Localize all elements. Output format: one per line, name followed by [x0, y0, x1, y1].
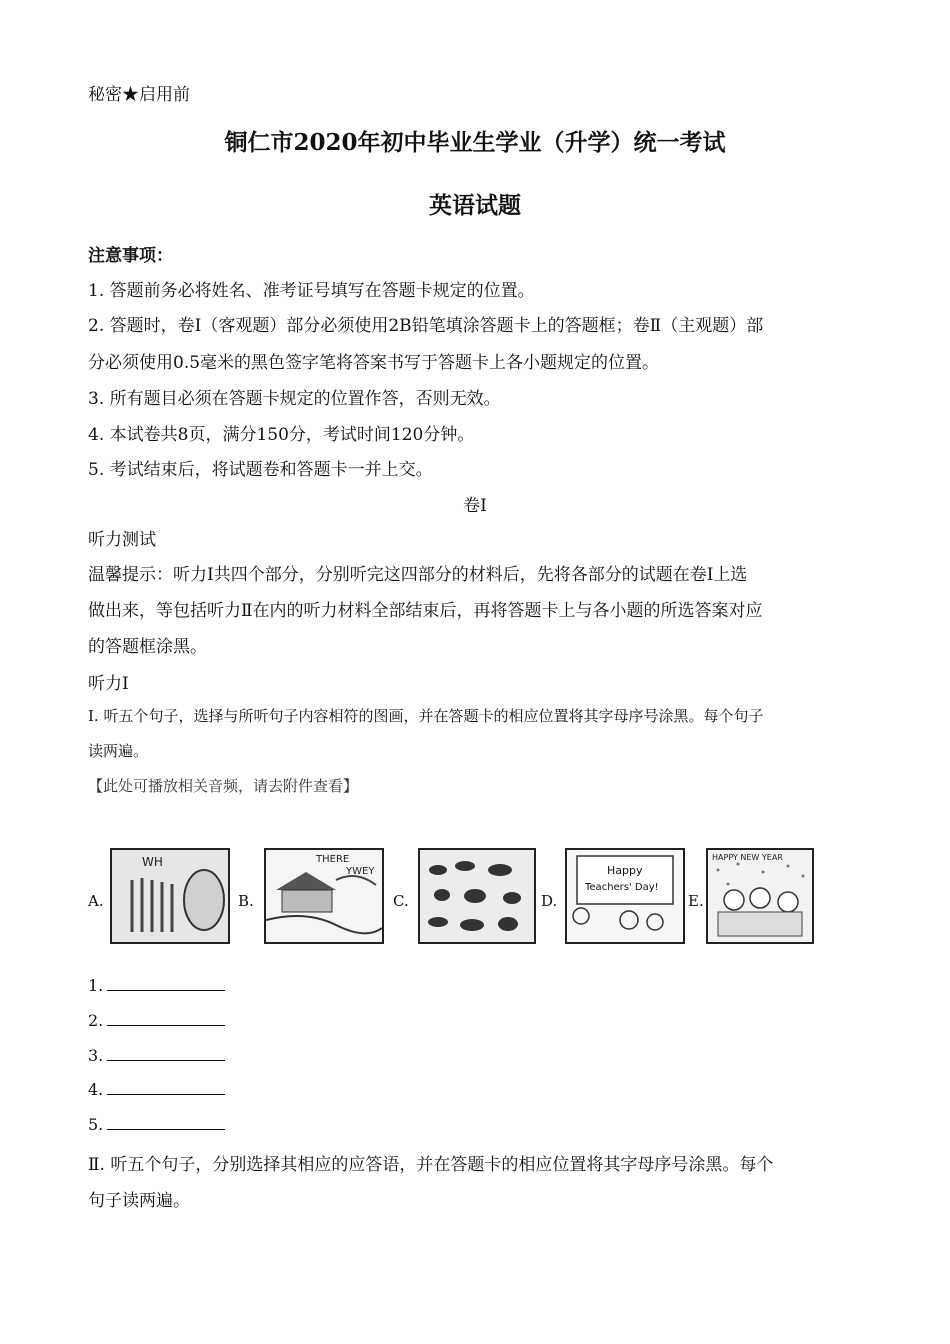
blank-number: 5. [88, 1115, 104, 1134]
tip-line: 温馨提示：听力Ⅰ共四个部分，分别听完这四部分的材料后，先将各部分的试题在卷Ⅰ上选 [88, 565, 748, 585]
blank-underline [107, 1093, 225, 1095]
blank-number: 2. [88, 1011, 104, 1030]
picture-e-drawing [708, 850, 812, 942]
picture-d-drawing [567, 850, 683, 942]
note-item: 3. 所有题目必须在答题卡规定的位置作答，否则无效。 [88, 389, 501, 409]
blank-number: 1. [88, 976, 104, 995]
option-label: E. [688, 892, 704, 910]
blank-number: 3. [88, 1046, 104, 1065]
blank-underline [107, 1059, 225, 1061]
option-label: D. [541, 892, 558, 910]
note-item: 4. 本试卷共8页，满分150分，考试时间120分钟。 [88, 425, 475, 445]
answer-blank[interactable] [88, 976, 225, 995]
picture-a-caption: WH [142, 855, 163, 869]
question-2-instruction: 句子读两遍。 [88, 1191, 190, 1211]
note-item: 分必须使用0.5毫米的黑色签字笔将答案书写于答题卡上各小题规定的位置。 [88, 353, 660, 373]
answer-blank[interactable] [88, 1046, 225, 1065]
blank-underline [107, 1128, 225, 1130]
exam-title: 铜仁市2020年初中毕业生学业（升学）统一考试 [224, 129, 726, 156]
exam-subtitle: 英语试题 [429, 192, 521, 219]
note-item: 2. 答题时，卷Ⅰ（客观题）部分必须使用2B铅笔填涂答题卡上的答题框；卷Ⅱ（主观题）部 [88, 316, 764, 336]
picture-b [264, 848, 384, 944]
blank-number: 4. [88, 1080, 104, 1099]
notes-heading: 注意事项： [88, 246, 173, 266]
answer-blank[interactable] [88, 1011, 225, 1030]
picture-e-caption: HAPPY NEW YEAR [712, 853, 783, 862]
option-label: B. [238, 892, 254, 910]
tip-line: 的答题框涂黑。 [88, 637, 207, 657]
confidential-label: 秘密★启用前 [88, 85, 190, 105]
picture-b-caption: YWEY [346, 866, 375, 877]
tip-line: 做出来，等包括听力Ⅱ在内的听力材料全部结束后，再将答题卡上与各小题的所选答案对应 [88, 601, 763, 621]
audio-note[interactable]: 【此处可播放相关音频，请去附件查看】 [88, 777, 359, 795]
volume-heading: 卷Ⅰ [463, 496, 487, 516]
option-label: C. [393, 892, 409, 910]
picture-c [418, 848, 536, 944]
question-2-instruction: Ⅱ. 听五个句子，分别选择其相应的应答语，并在答题卡的相应位置将其字母序号涂黑。每个 [88, 1155, 774, 1175]
blank-underline [107, 989, 225, 991]
option-label: A. [88, 892, 104, 910]
listening-heading: 听力测试 [88, 530, 156, 550]
picture-d-caption: Happy [607, 864, 643, 877]
question-1-instruction: Ⅰ. 听五个句子，选择与所听句子内容相符的图画，并在答题卡的相应位置将其字母序号涂黑。每个句子 [88, 707, 764, 725]
note-item: 1. 答题前务必将姓名、准考证号填写在答题卡规定的位置。 [88, 281, 535, 301]
picture-b-drawing [266, 850, 382, 942]
picture-a [110, 848, 230, 944]
picture-options [88, 840, 828, 950]
picture-b-caption: THERE [316, 854, 350, 865]
picture-d-caption: Teachers' Day! [585, 882, 659, 893]
picture-e [706, 848, 814, 944]
answer-blank[interactable] [88, 1115, 225, 1134]
picture-c-drawing [420, 850, 534, 942]
answer-blank[interactable] [88, 1080, 225, 1099]
note-item: 5. 考试结束后，将试题卷和答题卡一并上交。 [88, 460, 433, 480]
part-heading: 听力Ⅰ [88, 674, 129, 694]
question-1-instruction: 读两遍。 [88, 742, 149, 760]
blank-underline [107, 1024, 225, 1026]
picture-a-drawing [112, 850, 228, 942]
picture-d [565, 848, 685, 944]
